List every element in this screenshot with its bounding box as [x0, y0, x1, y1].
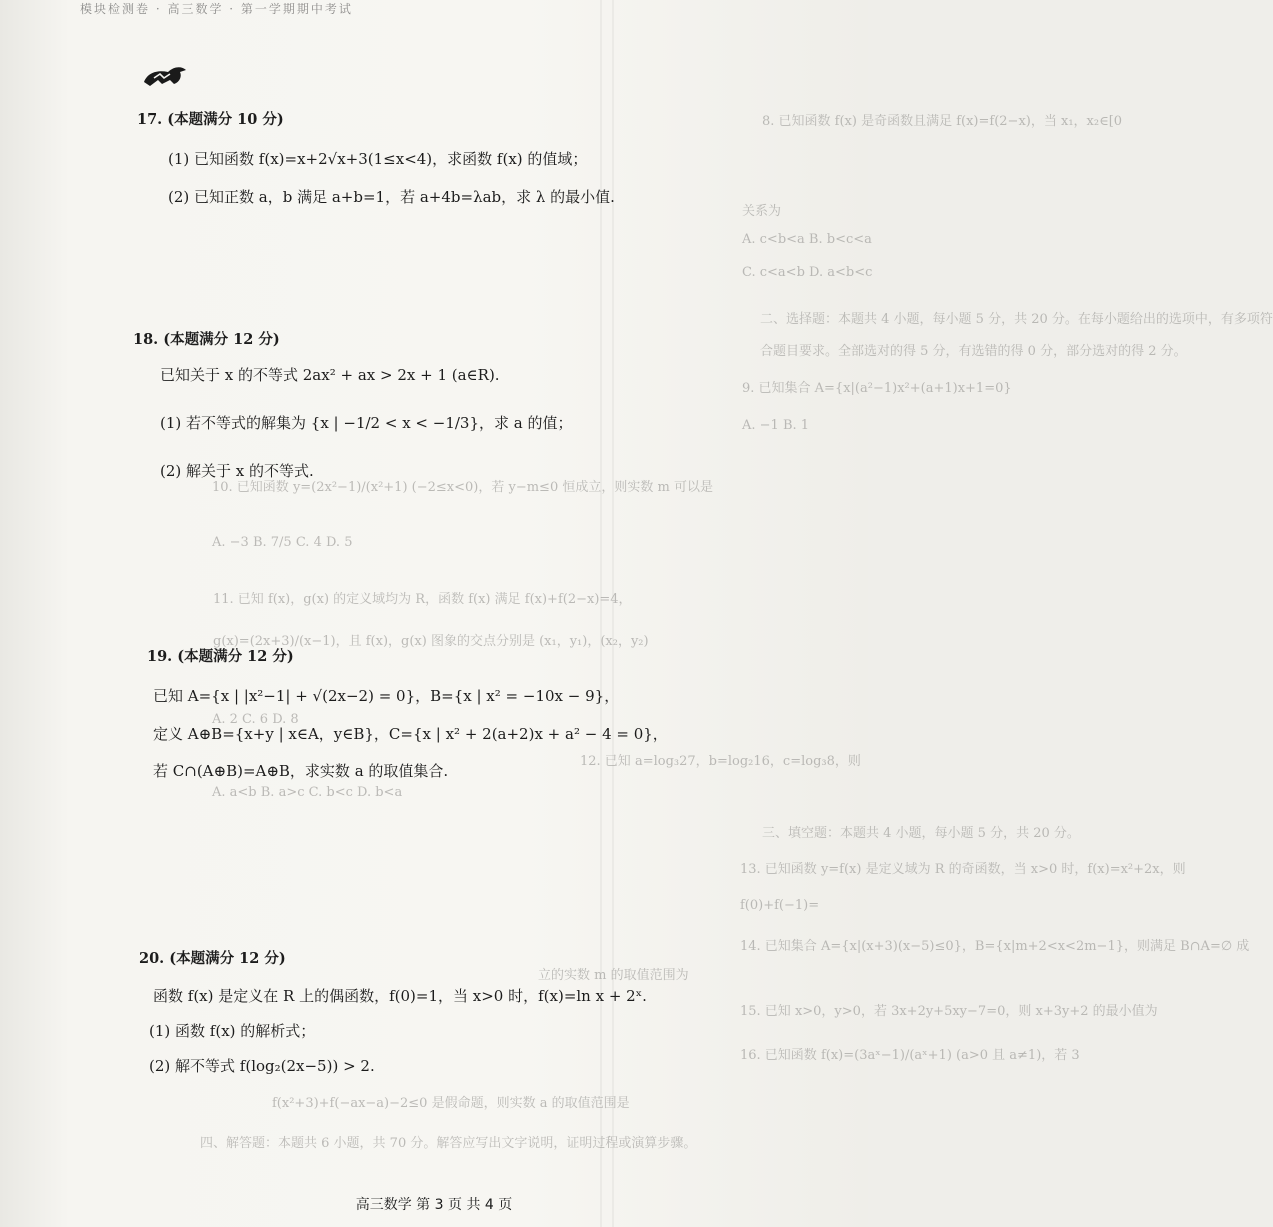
bleed-line: A. −1 B. 1 [742, 418, 810, 433]
problem-17-header: 17. (本题满分 10 分) [137, 111, 284, 128]
problem-19-statement-2: 定义 A⊕B={x+y | x∈A，y∈B}，C={x | x² + 2(a+2)x + a² − 4 = 0}， [153, 725, 668, 743]
bleed-line: 立的实数 m 的取值范围为 [538, 968, 689, 983]
problem-20-part-1: (1) 函数 f(x) 的解析式； [149, 1022, 316, 1040]
bleed-line: A. 2 C. 6 D. 8 [212, 712, 299, 727]
problem-17-part-2: (2) 已知正数 a，b 满足 a+b=1，若 a+4b=λab，求 λ 的最小值. [168, 188, 615, 206]
bleed-line: C. c<a<b D. a<b<c [742, 265, 873, 280]
problem-18-part-2: (2) 解关于 x 的不等式. [160, 462, 314, 480]
bleed-line: 10. 已知函数 y=(2x²−1)/(x²+1) (−2≤x<0)，若 y−m≤0 恒成立，则实数 m 可以是 [212, 480, 713, 495]
bleed-line: A. −3 B. 7/5 C. 4 D. 5 [212, 535, 353, 550]
bleed-line: A. c<b<a B. b<c<a [742, 232, 872, 247]
problem-19-statement-1: 已知 A={x | |x²−1| + √(2x−2) = 0}，B={x | x² = −10x − 9}， [153, 687, 620, 705]
bleed-line: 11. 已知 f(x)，g(x) 的定义域均为 R，函数 f(x) 满足 f(x)+f(2−x)=4， [213, 592, 632, 607]
bleed-line: 8. 已知函数 f(x) 是奇函数且满足 f(x)=f(2−x)，当 x₁，x₂∈[0 [762, 114, 1123, 129]
bleed-line: f(x²+3)+f(−ax−a)−2≤0 是假命题，则实数 a 的取值范围是 [272, 1096, 630, 1111]
bleed-line: 9. 已知集合 A={x|(a²−1)x²+(a+1)x+1=0} [742, 381, 1012, 396]
problem-18-part-1: (1) 若不等式的解集为 {x | −1/2 < x < −1/3}，求 a 的值； [160, 414, 573, 432]
problem-17-part-1: (1) 已知函数 f(x)=x+2√x+3(1≤x<4)，求函数 f(x) 的值域； [168, 150, 588, 168]
problem-20-part-2: (2) 解不等式 f(log₂(2x−5)) > 2. [149, 1057, 375, 1075]
page-footer: 高三数学 第 3 页 共 4 页 [355, 1197, 513, 1213]
header-strip: 模块检测卷 · 高三数学 · 第一学期期中考试 [80, 2, 353, 16]
problem-20-statement: 函数 f(x) 是定义在 R 上的偶函数，f(0)=1，当 x>0 时，f(x)=ln x + 2ˣ. [153, 987, 647, 1005]
bleed-line: g(x)=(2x+3)/(x−1)，且 f(x)，g(x) 图象的交点分别是 (x₁，y₁)，(x₂，y₂) [213, 634, 649, 649]
problem-19-question: 若 C∩(A⊕B)=A⊕B，求实数 a 的取值集合. [153, 762, 449, 780]
bleed-line: 13. 已知函数 y=f(x) 是定义域为 R 的奇函数，当 x>0 时，f(x)=x²+2x，则 [740, 862, 1186, 877]
problem-18-header: 18. (本题满分 12 分) [133, 331, 280, 348]
problem-20-header: 20. (本题满分 12 分) [139, 950, 286, 967]
bleed-line: 14. 已知集合 A={x|(x+3)(x−5)≤0}，B={x|m+2<x<2m−1}，则满足 B∩A=∅ 成 [740, 939, 1250, 954]
bleed-line: 16. 已知函数 f(x)=(3aˣ−1)/(aˣ+1) (a>0 且 a≠1)，若 3 [740, 1048, 1080, 1063]
problem-18-statement: 已知关于 x 的不等式 2ax² + ax > 2x + 1 (a∈R). [160, 366, 500, 384]
bleed-line: 12. 已知 a=log₃27，b=log₂16，c=log₃8，则 [580, 754, 861, 769]
bleed-line: 二、选择题：本题共 4 小题，每小题 5 分，共 20 分。在每小题给出的选项中，有多项符 [760, 312, 1273, 327]
bull-logo-icon [140, 60, 190, 90]
page-fold-line [612, 0, 614, 1227]
bleed-line: 关系为 [742, 204, 782, 219]
bleed-line: 15. 已知 x>0，y>0，若 3x+2y+5xy−7=0，则 x+3y+2 的最小值为 [740, 1004, 1158, 1019]
bleed-line: f(0)+f(−1)= [740, 898, 820, 913]
bleed-line: 三、填空题：本题共 4 小题，每小题 5 分，共 20 分。 [762, 826, 1080, 841]
bleed-line: A. a<b B. a>c C. b<c D. b<a [212, 785, 403, 800]
bleed-line: 四、解答题：本题共 6 小题，共 70 分。解答应写出文字说明，证明过程或演算步骤。 [200, 1136, 697, 1151]
problem-19-header: 19. (本题满分 12 分) [147, 648, 294, 665]
page-fold-line [600, 0, 602, 1227]
bleed-line: 合题目要求。全部选对的得 5 分，有选错的得 0 分，部分选对的得 2 分。 [760, 344, 1187, 359]
